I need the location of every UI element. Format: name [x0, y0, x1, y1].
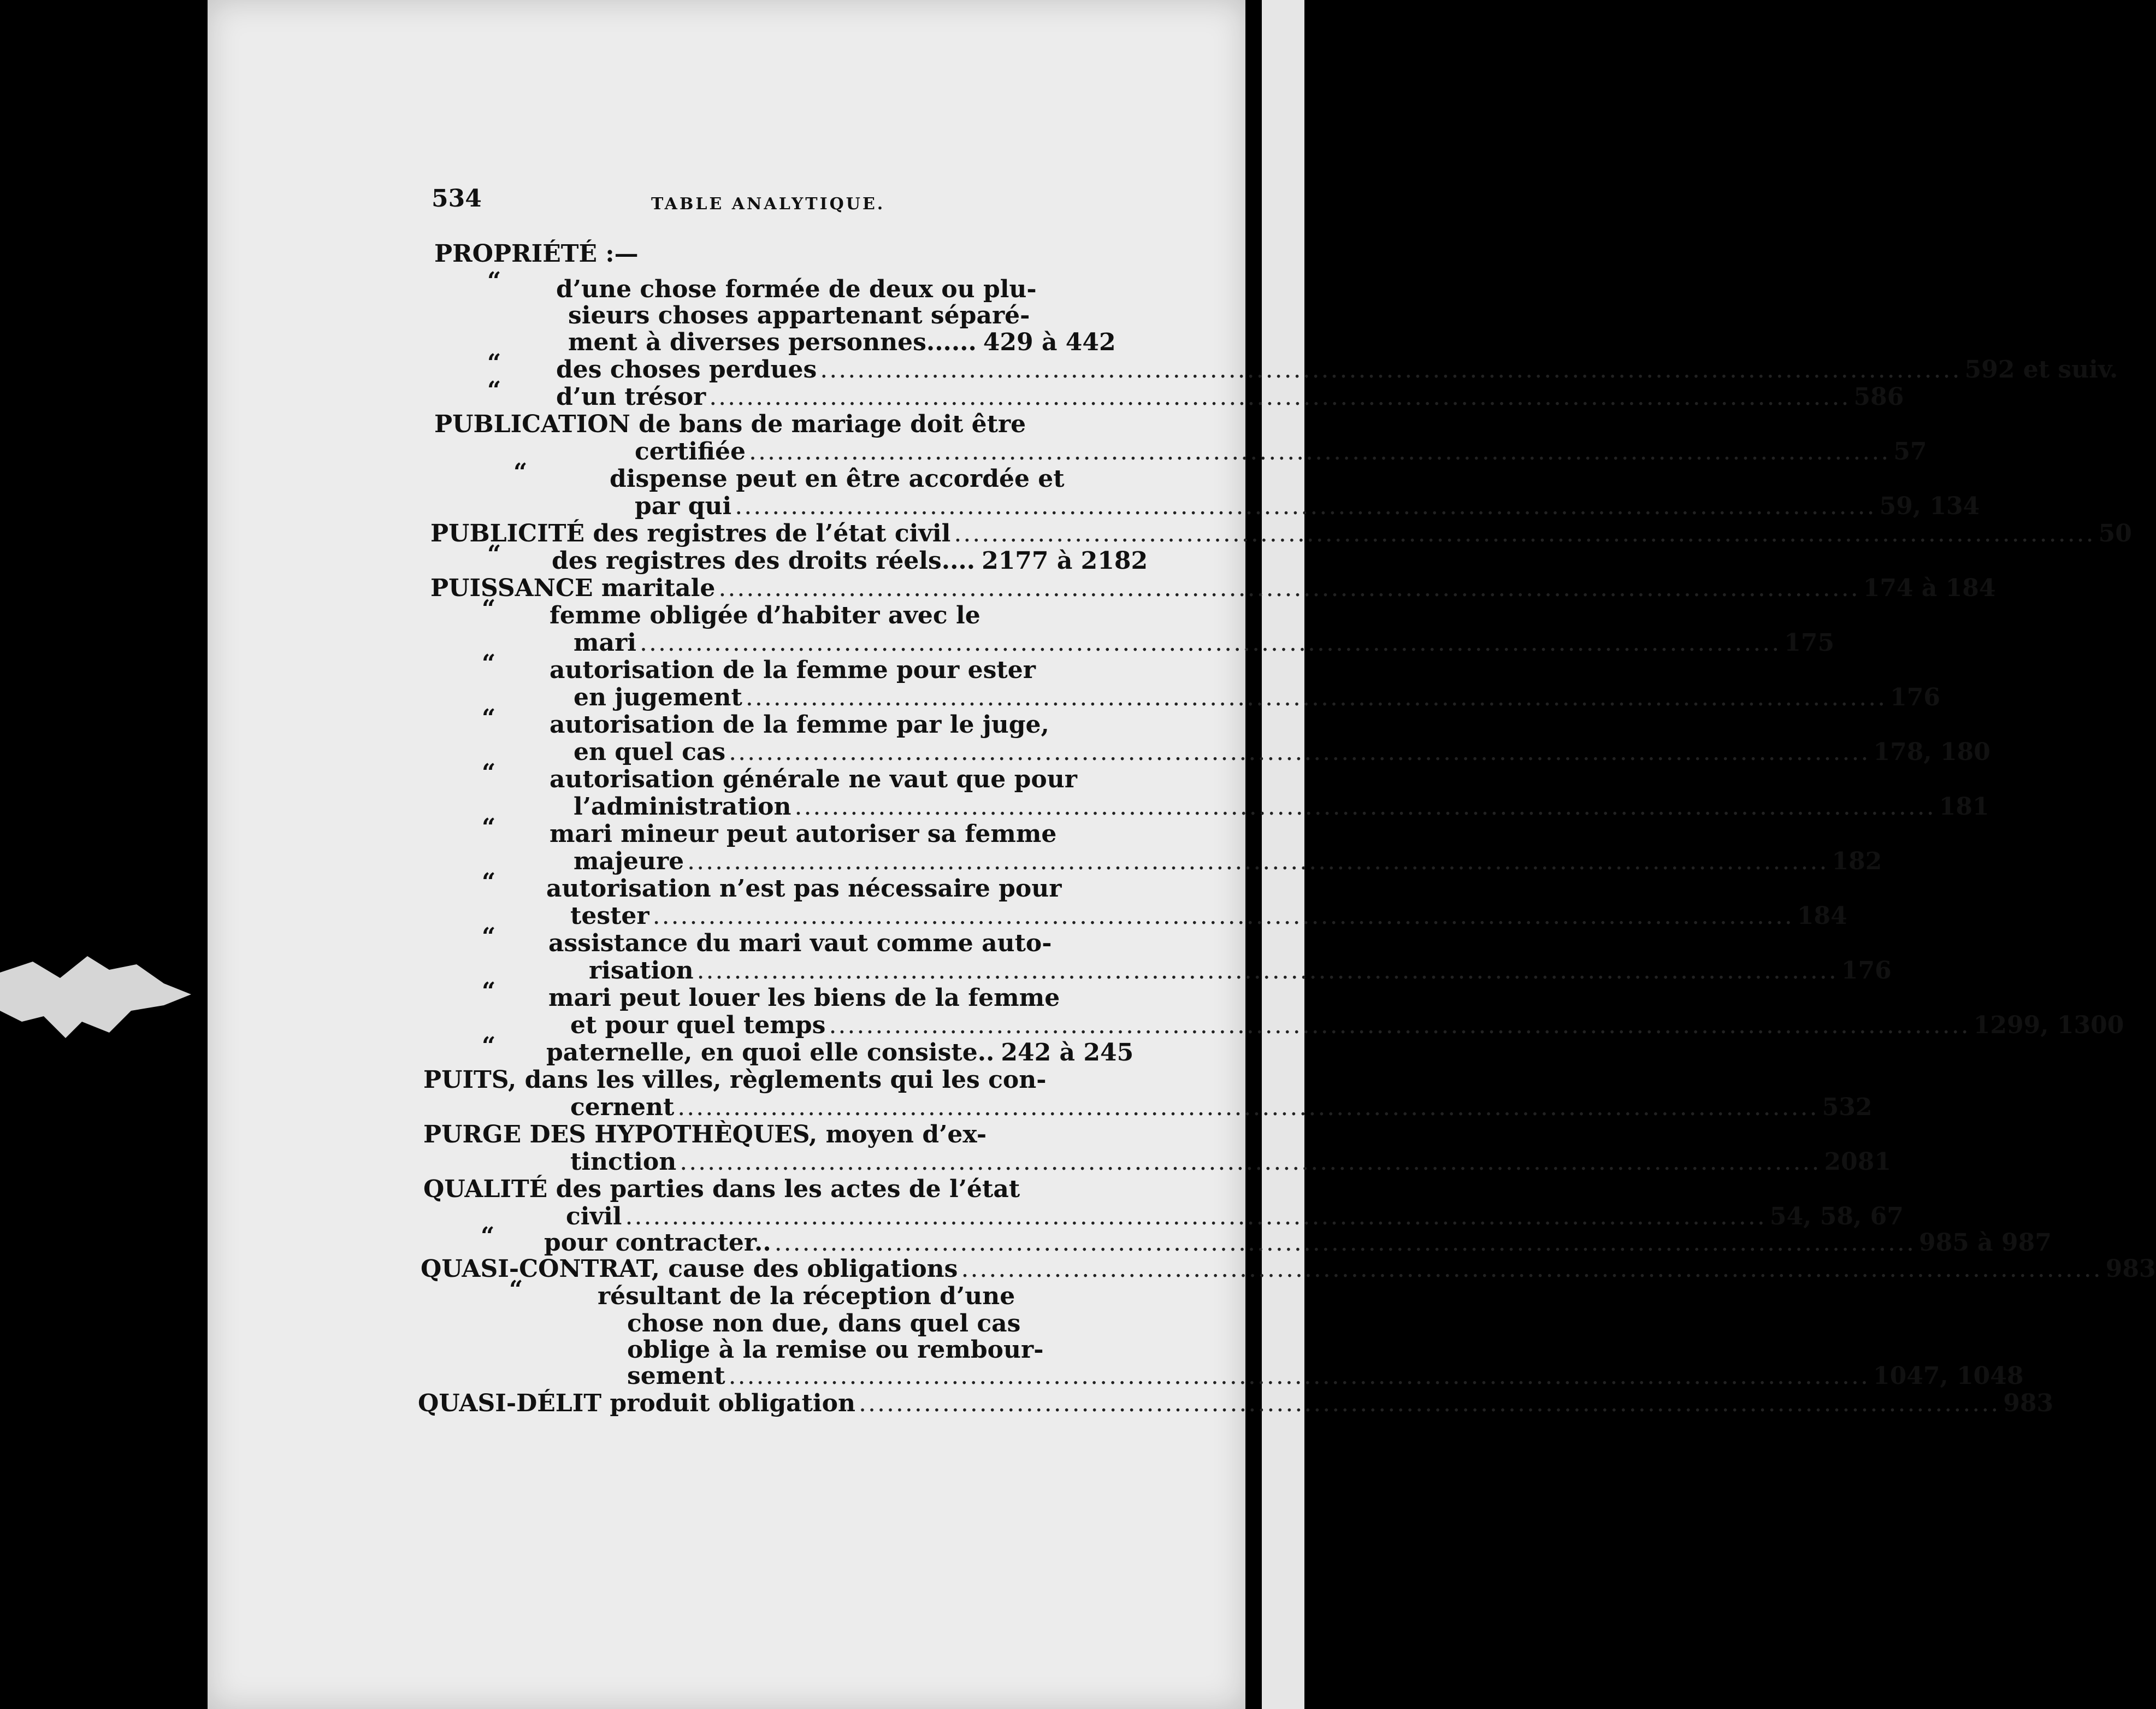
entry-line-with-ref	[574, 683, 1941, 711]
entry-line: chose non due, dans quel cas	[627, 1310, 1021, 1337]
entry-line: mari peut louer les biens de la femme	[548, 984, 1060, 1012]
article-ref: 50	[2098, 520, 2132, 547]
dot-leader: ...........................................................................................................................	[677, 1093, 1819, 1121]
article-ref: 985 à 987	[1918, 1229, 2052, 1257]
article-ref: 176	[1841, 957, 1892, 985]
ditto-mark: “	[482, 923, 496, 951]
article-ref: 2177 à 2182	[982, 547, 1148, 575]
ditto-mark: “	[482, 814, 496, 841]
article-ref: 532	[1822, 1093, 1873, 1121]
entry-text: ment à diverses personnes......	[568, 328, 977, 356]
article-ref: 429 à 442	[983, 328, 1116, 356]
article-ref: 983	[2003, 1389, 2054, 1417]
entry-line-with-ref	[556, 383, 1904, 411]
entry-text: l’administration	[574, 793, 791, 821]
dot-leader: ...........................................................................................................................	[794, 793, 1936, 821]
article-ref: 2081	[1824, 1148, 1891, 1176]
dot-leader: ...........................................................................................................................	[718, 574, 1860, 602]
dot-leader: ...........................................................................................................................	[709, 383, 1851, 411]
article-ref: 242 à 245	[1001, 1039, 1134, 1066]
dot-leader: ...........................................................................................................................	[687, 847, 1829, 875]
entry-heading-publicite	[430, 520, 2132, 547]
entry-line: d’une chose formée de deux ou plu-	[556, 275, 1037, 303]
running-head: TABLE ANALYTIQUE.	[651, 195, 885, 214]
entry-text: civil	[566, 1203, 622, 1230]
entry-line-with-ref	[568, 328, 1116, 356]
entry-line: oblige à la remise ou rembour-	[627, 1336, 1044, 1364]
entry-line-with-ref	[627, 1362, 2024, 1390]
entry-heading-purge: PURGE DES HYPOTHÈQUES, moyen d’ex-	[423, 1121, 987, 1148]
torn-paper-fragment	[0, 940, 197, 1049]
ditto-mark: “	[481, 1222, 495, 1250]
entry-line-with-ref	[570, 1011, 2124, 1039]
entry-line-with-ref	[544, 1229, 2052, 1257]
ditto-mark: “	[487, 540, 501, 568]
entry-text: tinction	[570, 1148, 677, 1176]
entry-line-with-ref	[574, 793, 1989, 821]
entry-line: assistance du mari vaut comme auto-	[548, 929, 1052, 957]
entry-line-with-ref	[570, 1093, 1873, 1121]
article-ref: 54, 58, 67	[1769, 1203, 1904, 1230]
entry-text: mari	[574, 629, 636, 657]
article-ref: 592 et suiv.	[1964, 356, 2118, 384]
ditto-mark: “	[487, 349, 501, 377]
article-ref: 175	[1784, 629, 1835, 657]
entry-line: autorisation de la femme par le juge,	[550, 711, 1049, 739]
entry-text: QUASI-DÉLIT produit obligation	[418, 1389, 855, 1417]
entry-text: sement	[627, 1362, 725, 1390]
entry-line-with-ref	[574, 738, 1990, 766]
entry-text: certifiée	[635, 438, 746, 465]
entry-text: majeure	[574, 847, 684, 875]
dot-leader: ...........................................................................................................................	[745, 683, 1887, 711]
entry-text: en jugement	[574, 683, 742, 711]
entry-line: autorisation n’est pas nécessaire pour	[546, 875, 1062, 903]
entry-line-with-ref	[566, 1203, 1904, 1230]
entry-line: dispense peut en être accordée et	[610, 465, 1065, 493]
dot-leader: ...........................................................................................................................	[639, 629, 1781, 657]
entry-text: paternelle, en quoi elle consiste..	[546, 1039, 995, 1066]
article-ref: 57	[1893, 438, 1927, 465]
ditto-mark: “	[487, 376, 501, 404]
dot-leader: ...........................................................................................................................	[820, 356, 1962, 384]
article-ref: 1047, 1048	[1873, 1362, 2024, 1390]
dot-leader: ...........................................................................................................................	[774, 1229, 1916, 1257]
entry-line-with-ref	[570, 902, 1847, 930]
ditto-mark: “	[482, 759, 496, 787]
ditto-mark: “	[482, 977, 496, 1005]
article-ref: 181	[1939, 793, 1989, 821]
entry-heading-puits: PUITS, dans les villes, règlements qui les con-	[423, 1066, 1047, 1094]
ditto-mark: “	[482, 704, 496, 732]
ditto-mark: “	[482, 868, 496, 896]
article-ref: 1299, 1300	[1973, 1011, 2124, 1039]
dot-leader: ...........................................................................................................................	[696, 957, 1838, 985]
dot-leader: ...........................................................................................................................	[954, 520, 2095, 547]
article-ref: 586	[1853, 383, 1904, 411]
entry-line: autorisation de la femme pour ester	[550, 656, 1036, 684]
ditto-mark: “	[487, 267, 501, 295]
entry-text: pour contracter..	[544, 1229, 771, 1257]
dot-leader: ...........................................................................................................................	[728, 1362, 1870, 1390]
dot-leader: ...........................................................................................................................	[748, 438, 1891, 465]
dot-leader: ...........................................................................................................................	[625, 1203, 1767, 1230]
entry-line-with-ref	[635, 492, 1980, 520]
entry-line-with-ref	[574, 629, 1835, 657]
article-ref: 184	[1797, 902, 1847, 930]
entry-text: PUISSANCE maritale	[430, 574, 716, 602]
ditto-mark: “	[482, 595, 496, 623]
ditto-mark: “	[482, 1032, 496, 1060]
entry-line-with-ref	[552, 547, 1148, 575]
entry-heading-publication: PUBLICATION de bans de mariage doit être	[434, 410, 1026, 438]
article-ref: 178, 180	[1873, 738, 1990, 766]
dot-leader: ...........................................................................................................................	[729, 738, 1870, 766]
entry-heading-qualite: QUALITÉ des parties dans les actes de l’état	[423, 1175, 1020, 1203]
dot-leader: ...........................................................................................................................	[961, 1255, 2102, 1283]
entry-text: cernent	[570, 1093, 675, 1121]
entry-text: PUBLICITÉ des registres de l’état civil	[430, 520, 951, 547]
dot-leader: ...........................................................................................................................	[858, 1389, 2000, 1417]
entry-text: tester	[570, 902, 649, 930]
entry-text: en quel cas	[574, 738, 726, 766]
ditto-mark: “	[482, 650, 496, 677]
entry-text: et pour quel temps	[570, 1011, 826, 1039]
entry-text: QUASI-CONTRAT, cause des obligations	[421, 1255, 958, 1283]
entry-line: autorisation générale ne vaut que pour	[550, 765, 1077, 793]
ditto-mark: “	[509, 1276, 523, 1304]
article-ref: 983	[2105, 1255, 2156, 1283]
dot-leader: ...........................................................................................................................	[829, 1011, 1970, 1039]
dot-leader: ...........................................................................................................................	[652, 902, 1794, 930]
dot-leader: ...........................................................................................................................	[735, 492, 1876, 520]
entry-line-with-ref	[570, 1148, 1891, 1176]
ditto-mark: “	[513, 458, 528, 486]
entry-line-with-ref	[589, 957, 1892, 985]
article-ref: 174 à 184	[1863, 574, 1996, 602]
entry-text: par qui	[635, 492, 732, 520]
entry-heading-quasi-delit	[418, 1389, 2054, 1417]
entry-line-with-ref	[546, 1039, 1134, 1066]
entry-line-with-ref	[635, 438, 1927, 465]
dot-leader: ...........................................................................................................................	[680, 1148, 1821, 1176]
article-ref: 59, 134	[1879, 492, 1980, 520]
entry-heading-puissance	[430, 574, 1996, 602]
entry-line: sieurs choses appartenant séparé-	[568, 302, 1030, 329]
entry-line-with-ref	[556, 356, 2118, 384]
article-ref: 176	[1890, 683, 1941, 711]
entry-text: des registres des droits réels....	[552, 547, 976, 575]
entry-line: femme obligée d’habiter avec le	[550, 602, 980, 629]
entry-heading-propriete: PROPRIÉTÉ :—	[434, 240, 639, 268]
entry-line: résultant de la réception d’une	[598, 1282, 1015, 1310]
page-number: 534	[432, 185, 482, 213]
entry-text: d’un trésor	[556, 383, 706, 411]
entry-line: mari mineur peut autoriser sa femme	[550, 820, 1057, 848]
entry-text: des choses perdues	[556, 356, 817, 384]
entry-line-with-ref	[574, 847, 1882, 875]
entry-text: risation	[589, 957, 694, 985]
article-ref: 182	[1832, 847, 1882, 875]
